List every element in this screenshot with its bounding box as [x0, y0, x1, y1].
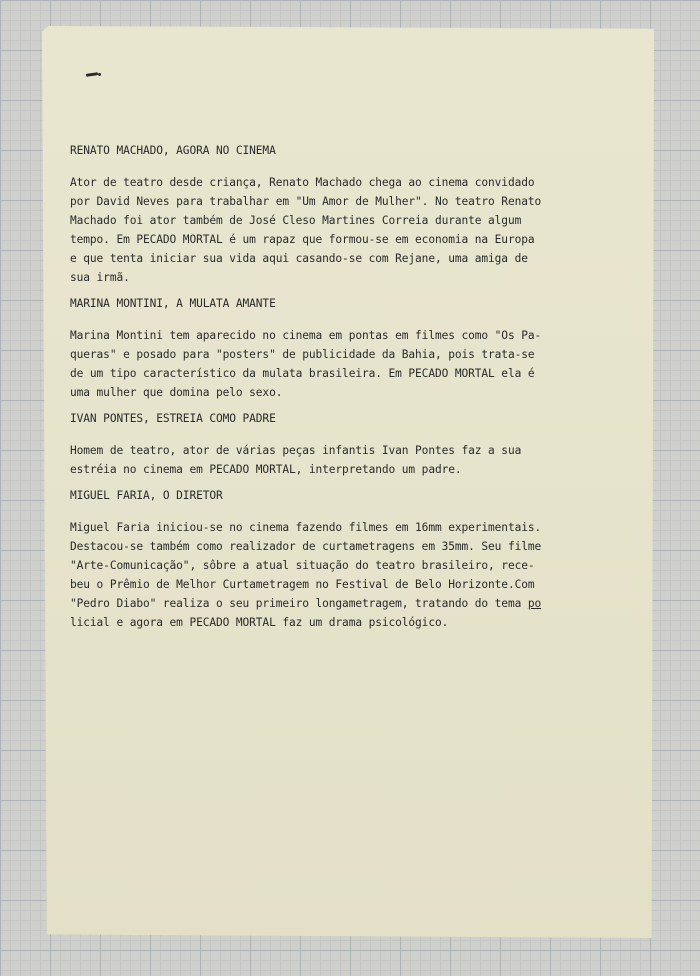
section-miguel-faria: [70, 489, 600, 632]
text-line: Machado foi ator também de José Cleso Martines Correia durante algum: [70, 214, 522, 227]
section-heading: IVAN PONTES, ESTREIA COMO PADRE: [70, 412, 276, 425]
text-line: uma mulher que domina pelo sexo.: [70, 386, 283, 399]
section-ivan-pontes: [70, 412, 600, 479]
text-line: [70, 594, 600, 613]
ink-mark: [86, 72, 98, 77]
text-line: e que tenta iniciar sua vida aqui casando-se com Rejane, uma amiga de: [70, 252, 528, 265]
underlined-syllable: po: [527, 597, 542, 610]
text-line: sua irmã.: [70, 271, 130, 284]
text-line: "Arte-Comunicação", sôbre a atual situação do teatro brasileiro, rece-: [70, 559, 535, 572]
text-line: Ator de teatro desde criança, Renato Machado chega ao cinema convidado: [70, 176, 535, 189]
section-heading: RENATO MACHADO, AGORA NO CINEMA: [70, 144, 276, 157]
text-line: de um tipo característico da mulata brasileira. Em PECADO MORTAL ela é: [70, 367, 535, 380]
text-line: estréia no cinema em PECADO MORTAL, interpretando um padre.: [70, 463, 462, 476]
text-line: por David Neves para trabalhar em "Um Amor de Mulher". No teatro Renato: [70, 195, 542, 208]
section-heading: MARINA MONTINI, A MULATA AMANTE: [70, 297, 276, 310]
section-renato-machado: [70, 144, 600, 287]
text-line: licial e agora em PECADO MORTAL faz um drama psicológico.: [70, 616, 449, 629]
text-line: tempo. Em PECADO MORTAL é um rapaz que formou-se em economia na Europa: [70, 233, 535, 246]
text-line: Homem de teatro, ator de várias peças infantis Ivan Pontes faz a sua: [70, 444, 522, 457]
text-line: Destacou-se também como realizador de curtametragens em 35mm. Seu filme: [70, 540, 542, 553]
section-heading: MIGUEL FARIA, O DIRETOR: [70, 489, 223, 502]
text-line: beu o Prêmio de Melhor Curtametragem no Festival de Belo Horizonte.Com: [70, 578, 535, 591]
typed-document: [70, 144, 600, 642]
section-marina-montini: [70, 297, 600, 402]
text-line: Marina Montini tem aparecido no cinema em pontas em filmes como "Os Pa-: [70, 329, 542, 342]
text-line: Miguel Faria iniciou-se no cinema fazendo filmes em 16mm experimentais.: [70, 521, 542, 534]
text-line: queras" e posado para "posters" de publicidade da Bahia, pois trata-se: [70, 348, 535, 361]
text-line-start: "Pedro Diabo" realiza o seu primeiro longametragem, tratando do tema: [70, 597, 528, 610]
